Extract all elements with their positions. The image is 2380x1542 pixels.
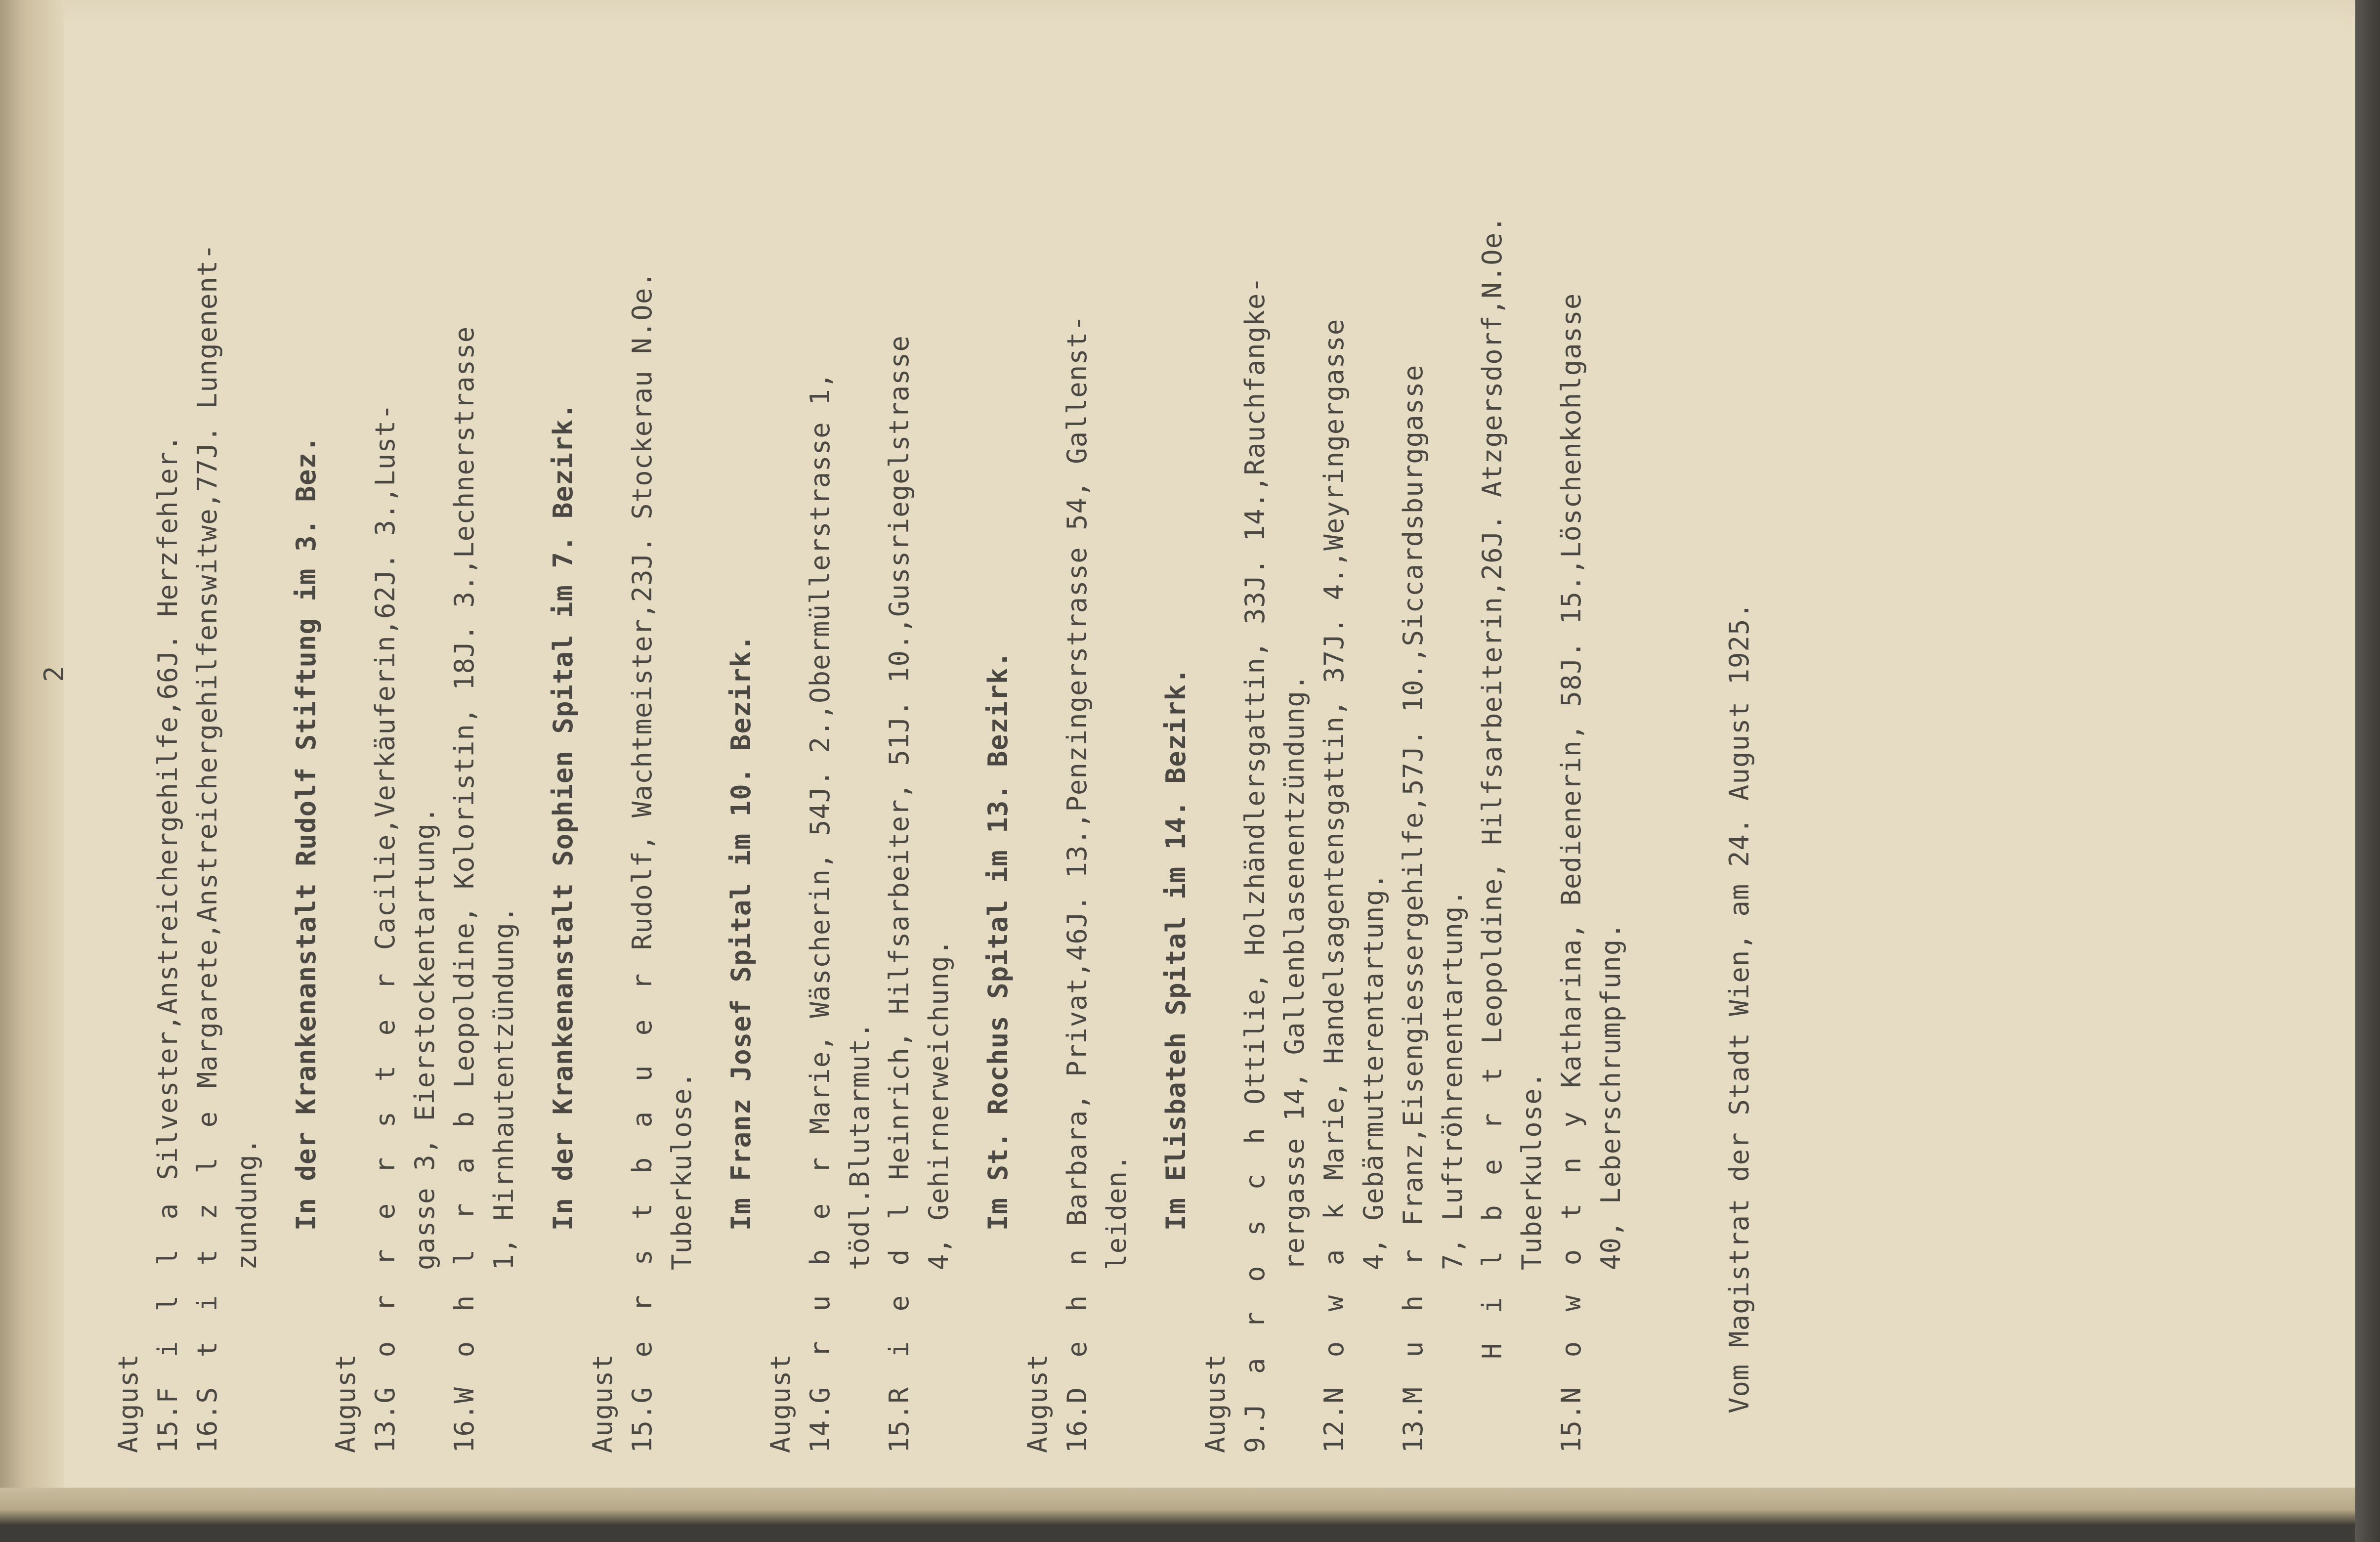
- entry-continuation: Tuberkulose.: [1516, 1071, 1547, 1270]
- entry-row: [1315, 49, 1354, 1453]
- entry-details: Cacilie,Verkäuferin,62J. 3.,Lust-: [370, 403, 401, 950]
- month-label: August: [587, 1353, 618, 1453]
- month-label: August: [113, 1353, 144, 1453]
- section-heading: In der Krankenanstalt Rudolf Stiftung im 3. Bez.: [291, 435, 322, 1231]
- entry-continuation: leiden.: [1101, 1154, 1132, 1270]
- entry-surname: G r u b e r: [805, 1150, 836, 1404]
- entry-continuation: 4, Gehirnerweichung.: [923, 939, 954, 1270]
- document-body: [109, 49, 1759, 1453]
- month-label: August: [1200, 1353, 1231, 1453]
- section-rudolf-stiftung: [287, 49, 524, 1453]
- entry-number: 16.: [1062, 1403, 1093, 1453]
- entry-number: 15.: [627, 1403, 658, 1453]
- entry-surname: S t i t z l e: [192, 1104, 223, 1404]
- entry-continuation: 7, Luftröhrenentartung.: [1437, 889, 1468, 1270]
- entry-number: 15.: [884, 1403, 915, 1453]
- entry-row: [366, 49, 405, 1453]
- entry-continuation: 40, Leberschrumpfung.: [1595, 922, 1626, 1270]
- section-sophien-spital: [544, 49, 702, 1453]
- entry-continuation: 4, Gebärmutterentartung.: [1358, 872, 1389, 1270]
- entry-surname: H i l b e r t: [1477, 1060, 1508, 1359]
- entry-number: 15.: [152, 1403, 183, 1453]
- entry-row: [801, 49, 840, 1453]
- entry-number: 14.: [805, 1403, 836, 1453]
- entry-surname: G e r s t b a u e r: [627, 966, 658, 1404]
- month-label: August: [1022, 1353, 1053, 1453]
- entry-row: [1394, 49, 1433, 1453]
- entry-details: Katharina, Bedienerin, 58J. 15.,Löschenkohlgasse: [1556, 293, 1587, 1088]
- rotated-document: [20, 40, 2342, 1522]
- entry-number: 16.: [449, 1403, 480, 1453]
- entry-surname: W o h l r a b: [449, 1104, 480, 1404]
- entry-surname: N o w a k: [1318, 1196, 1350, 1404]
- section-heading: Im Elisbateh Spital im 14. Bezirk.: [1160, 667, 1191, 1231]
- month-label: August: [765, 1353, 796, 1453]
- page-number: 2: [39, 666, 70, 682]
- entry-details: Rudolf, Wachtmeister,23J. Stockerau N.Oe.: [627, 271, 658, 950]
- entry-details: Margarete,Anstreichergehilfenswitwe,77J. Lungenent-: [192, 243, 223, 1088]
- entry-details: Ottilie, Holzhändlersgattin, 33J. 14.,Rauchfangke-: [1239, 276, 1271, 1105]
- entry-row: [880, 49, 919, 1453]
- entry-details: Leopoldine, Koloristin, 18J. 3.,Lechnerstrasse: [449, 326, 480, 1088]
- entry-details: Franz,Eisengiessergehilfe,57J. 10.,Siccardsburggasse: [1398, 364, 1429, 1226]
- entry-surname: G o r r e r s t e r: [370, 966, 401, 1404]
- section-st-rochus-spital: [978, 49, 1137, 1453]
- entry-details: Marie, Handelsagentensgattin, 37J. 4.,Weyringergasse: [1318, 318, 1350, 1180]
- entry-row: [1058, 49, 1097, 1453]
- entry-surname: J a r o s c h: [1239, 1121, 1271, 1420]
- section-elisabeth-spital: [1156, 49, 1631, 1453]
- entry-surname: D e h n: [1062, 1242, 1093, 1404]
- section-franz-josef-spital: [722, 49, 959, 1453]
- entry-continuation: Tuberkulose.: [666, 1071, 697, 1270]
- entry-number: 13.: [370, 1403, 401, 1453]
- entry-row: [148, 49, 188, 1453]
- entry-number: 16.: [192, 1403, 223, 1453]
- entry-number: 12.: [1318, 1403, 1350, 1453]
- section-heading: In der Krankenanstalt Sophien Spital im 7. Bezirk.: [548, 402, 579, 1231]
- entry-details: Silvester,Anstreichergehilfe,66J. Herzfehler.: [152, 434, 183, 1180]
- entry-continuation: tödl.Blutarmut.: [844, 1022, 875, 1270]
- entry-continuation: 1, Hirnhautentzündung.: [488, 905, 519, 1270]
- entry-surname: M u h r: [1398, 1242, 1429, 1404]
- entry-continuation: zundung.: [231, 1137, 262, 1270]
- entry-row: [1235, 49, 1275, 1453]
- entry-surname: N o w o t n y: [1556, 1104, 1587, 1404]
- entry-continuation: gasse 3, Eierstockentartung.: [409, 806, 440, 1270]
- signature-line: Vom Magistrat der Stadt Wien, am 24. August 1925.: [1724, 601, 1755, 1414]
- entry-number: 13.: [1398, 1403, 1429, 1453]
- scanner-edge: [2355, 0, 2380, 1542]
- binding-band: [0, 1526, 2380, 1542]
- entry-number: 9.: [1239, 1419, 1271, 1453]
- entry-details: Barbara, Privat,46J. 13.,Penzingerstrasse 54, Gallenst-: [1062, 315, 1093, 1226]
- entry-number: 15.: [1556, 1403, 1587, 1453]
- section-heading: Im Franz Josef Spital im 10. Bezirk.: [725, 634, 757, 1231]
- entry-details: Marie, Wäscherin, 54J. 2.,Obermüllerstrasse 1,: [805, 372, 836, 1134]
- month-label: August: [330, 1353, 361, 1453]
- entry-row: [1473, 49, 1512, 1453]
- entry-row: [445, 49, 484, 1453]
- entry-row: [1552, 49, 1591, 1453]
- entry-details: Heinrich, Hilfsarbeiter, 51J. 10.,Gussriegelstrasse: [884, 335, 915, 1180]
- entry-details: Leopoldine, Hilfsarbeiterin,26J. Atzgersdorf,N.Oe.: [1477, 215, 1508, 1044]
- entry-row: [623, 49, 662, 1453]
- entry-surname: R i e d l: [884, 1196, 915, 1404]
- entry-surname: F i l l a: [152, 1196, 183, 1404]
- entry-row: [188, 49, 227, 1453]
- entry-continuation: rergasse 14, Gallenblasenentzündung.: [1279, 674, 1310, 1270]
- section-heading: Im St. Rochus Spital im 13. Bezirk.: [982, 651, 1014, 1231]
- top-entries: [109, 49, 267, 1453]
